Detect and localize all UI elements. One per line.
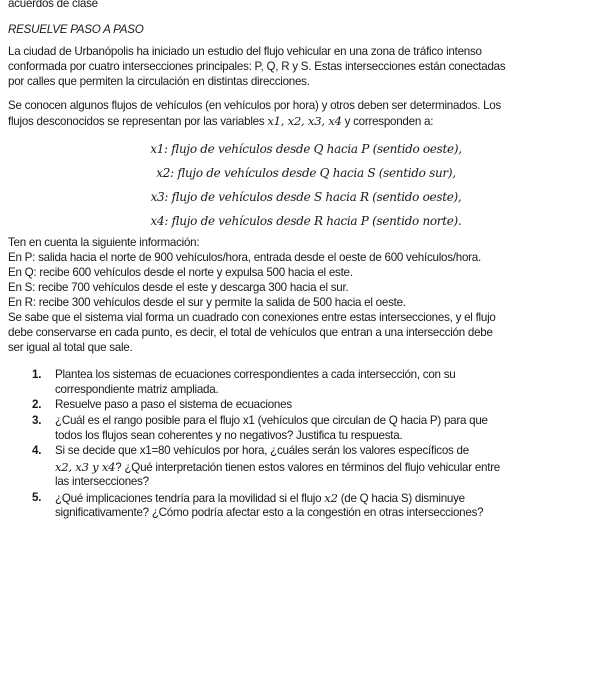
question-line: Si se decide que x1=80 vehículos por hora, ¿cuáles serán los valores específicos de bbox=[55, 444, 469, 457]
info-line: debe conservarse en cada punto, es decir, el total de vehículos que entran a una intersección debe bbox=[8, 326, 493, 339]
question-line: Resuelve paso a paso el sistema de ecuaciones bbox=[55, 398, 292, 411]
text: flujos desconocidos se representan por las variables bbox=[8, 115, 268, 128]
text: (de Q hacia S) disminuye bbox=[337, 492, 465, 505]
text: ¿Qué implicaciones tendría para la movilidad si el flujo bbox=[55, 492, 325, 505]
question-number: 3. bbox=[32, 414, 42, 427]
intro-line: conformada por cuatro intersecciones principales: P, Q, R y S. Estas intersecciones están conectadas bbox=[8, 60, 506, 73]
question-line bbox=[55, 491, 465, 506]
question-line: correspondiente matriz ampliada. bbox=[55, 383, 219, 396]
info-line: En R: recibe 300 vehículos desde el sur y permite la salida de 500 hacia el oeste. bbox=[8, 296, 406, 309]
definition-x4: x4: flujo de vehículos desde R hacia P (sentido norte). bbox=[150, 214, 462, 228]
math-variables: x1, x2, x3, x4 bbox=[267, 114, 342, 128]
info-line: En S: recibe 700 vehículos desde el este y descarga 300 hacia el sur. bbox=[8, 281, 349, 294]
definition-x1: x1: flujo de vehículos desde Q hacia P (sentido oeste), bbox=[150, 142, 462, 156]
question-line bbox=[55, 460, 500, 475]
text: ? ¿Qué interpretación tienen estos valores en términos del flujo vehicular entre bbox=[115, 461, 501, 474]
math-variable: x2 bbox=[324, 491, 338, 505]
info-line: Ten en cuenta la siguiente información: bbox=[8, 236, 200, 249]
definition-x3: x3: flujo de vehículos desde S hacia R (sentido oeste), bbox=[150, 190, 462, 204]
question-line: ¿Cuál es el rango posible para el flujo x1 (vehículos que circulan de Q hacia P) para que bbox=[55, 414, 488, 427]
intro-line: La ciudad de Urbanópolis ha iniciado un estudio del flujo vehicular en una zona de tráfico intenso bbox=[8, 45, 482, 58]
question-line: significativamente? ¿Cómo podría afectar esto a la congestión en otras intersecciones? bbox=[55, 506, 484, 519]
question-number: 1. bbox=[32, 368, 42, 381]
question-number: 4. bbox=[32, 444, 42, 457]
question-number: 2. bbox=[32, 398, 42, 411]
question-number: 5. bbox=[32, 491, 42, 504]
math-variables: x2, x3 y x4 bbox=[55, 460, 116, 474]
info-line: En Q: recibe 600 vehículos desde el norte y expulsa 500 hacia el este. bbox=[8, 266, 353, 279]
cut-off-text: acuerdos de clase bbox=[8, 0, 98, 10]
known-line bbox=[8, 114, 433, 129]
definition-x2: x2: flujo de vehículos desde Q hacia S (sentido sur), bbox=[156, 166, 456, 180]
heading: RESUELVE PASO A PASO bbox=[8, 23, 144, 36]
question-line: Plantea los sistemas de ecuaciones correspondientes a cada intersección, con su bbox=[55, 368, 456, 381]
info-line: Se sabe que el sistema vial forma un cuadrado con conexiones entre estas intersecciones, y el flujo bbox=[8, 311, 496, 324]
known-line: Se conocen algunos flujos de vehículos (en vehículos por hora) y otros deben ser determinados. Los bbox=[8, 99, 502, 112]
text: y corresponden a: bbox=[341, 115, 434, 128]
info-line: ser igual al total que sale. bbox=[8, 341, 133, 354]
question-line: las intersecciones? bbox=[55, 475, 149, 488]
intro-line: por calles que permiten la circulación en distintas direcciones. bbox=[8, 75, 310, 88]
question-line: todos los flujos sean coherentes y no negativos? Justifica tu respuesta. bbox=[55, 429, 403, 442]
info-line: En P: salida hacia el norte de 900 vehículos/hora, entrada desde el oeste de 600 vehículos/hora. bbox=[8, 251, 481, 264]
